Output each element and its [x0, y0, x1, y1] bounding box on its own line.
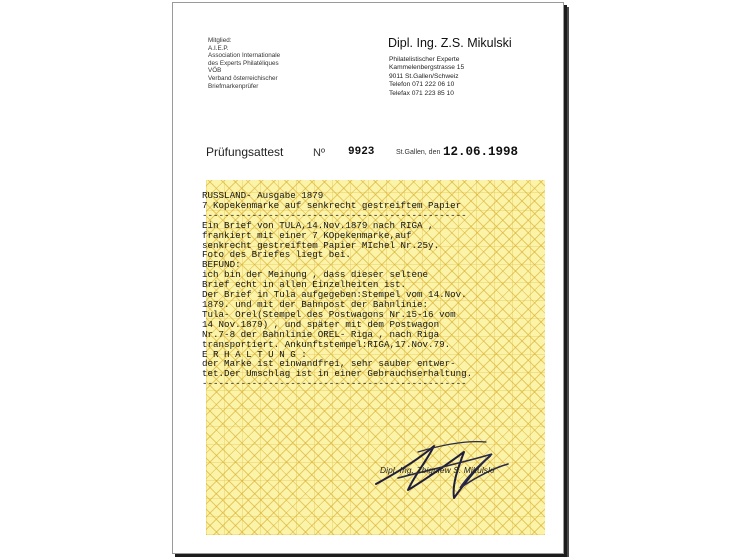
text-line: Foto des Briefes liegt bei.: [202, 249, 351, 261]
text-line: 1879. und mit der Bahnpost der Bahnlinie:: [202, 298, 429, 310]
text-line: frankiert mit einer 7 KOpekenmarke,auf: [202, 229, 412, 241]
expert-info-line: 9011 St.Gallen/Schweiz: [389, 72, 459, 80]
membership-line: VÖB: [208, 67, 222, 75]
text-line: der Marke ist einwandfrei, sehr sauber entwer-: [202, 358, 456, 370]
membership-line: des Experts Philatéliques: [208, 59, 279, 67]
attest-header: [206, 145, 546, 165]
expert-info-line: Philatelistischer Experte: [389, 56, 460, 63]
attest-date: 12.06.1998: [443, 145, 519, 159]
signature-stamp: Dipl. Ing. Zbigniew S. Mikulski: [380, 465, 495, 475]
text-line: RUSSLAND- Ausgabe 1879: [202, 190, 324, 201]
attest-number: 9923: [348, 146, 375, 158]
membership-line: Association Internationale: [208, 52, 281, 60]
text-line: 7 Kopekenmarke auf senkrecht gestreiftem Papier: [202, 199, 462, 211]
text-line: transportiert. Ankunftstempel:RIGA,17.Nov.79.: [202, 338, 451, 350]
text-line: ------------------------------------------------: [202, 209, 467, 221]
text-line: ------------------------------------------------: [202, 378, 467, 390]
expert-name: Dipl. Ing. Z.S. Mikulski: [388, 36, 512, 50]
text-line: E R H A L T U N G :: [202, 348, 307, 360]
text-line: tet.Der Umschlag ist in einer Gebrauchserhaltung.: [202, 368, 473, 380]
membership-block: [208, 37, 280, 90]
certificate-text: [202, 191, 472, 389]
text-line: 14 Nov.1879) , und später mit dem Postwagon: [202, 318, 440, 330]
expert-info-line: Telefax 071 223 85 10: [389, 89, 454, 97]
membership-line: A.I.E.P.: [208, 44, 229, 52]
text-line: BEFUND:: [202, 259, 241, 271]
expert-address-block: [389, 56, 464, 98]
text-line: Nr.7-8 der Bahnlinie OREL- Riga , nach Riga: [202, 328, 440, 340]
text-line: Tula- Orel(Stempel des Postwagons Nr.15-16 vom: [202, 308, 456, 320]
text-line: senkrecht gestreiftem Papier MIchel Nr.25y.: [202, 239, 440, 251]
attest-title: Prüfungsattest: [206, 145, 284, 159]
text-line: Der Brief in Tula aufgegeben:Stempel vom 14.Nov.: [202, 289, 467, 301]
text-line: Brief echt in allen Einzelheiten ist.: [202, 279, 406, 291]
expert-info-line: Kammelenbergstrasse 15: [389, 64, 465, 72]
attest-number-label: Nº: [313, 147, 325, 159]
expert-info-line: Telefon 071 222 06 10: [389, 81, 455, 89]
text-line: Ein Brief von TULA,14.Nov.1879 nach RIGA ,: [202, 219, 434, 231]
place-label: St.Gallen, den: [396, 149, 441, 156]
membership-line: Mitglied:: [208, 37, 232, 44]
membership-line: Verband österreichischer: [208, 74, 278, 82]
text-line: ich bin der Meinung , dass dieser seltene: [202, 269, 429, 281]
membership-line: Briefmarkenprüfer: [208, 82, 259, 90]
